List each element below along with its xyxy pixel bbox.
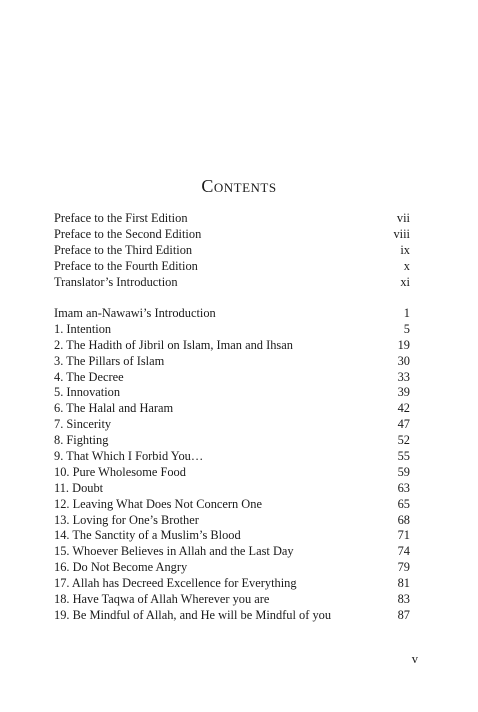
toc-entry [54, 227, 410, 243]
toc-entry-title: 6. The Halal and Haram [54, 401, 174, 416]
toc-entry-page: 39 [397, 385, 410, 400]
toc-entry-title: Translator’s Introduction [54, 274, 178, 289]
toc-entry-title: 2. The Hadith of Jibril on Islam, Iman and Ihsan [54, 337, 293, 352]
toc-entry [54, 544, 410, 560]
toc-entry [54, 528, 410, 544]
toc-entry [54, 385, 410, 401]
toc-entry [54, 497, 410, 513]
toc-entry-title: 15. Whoever Believes in Allah and the Last Day [54, 544, 294, 559]
toc-entry-title: 3. The Pillars of Islam [54, 353, 165, 368]
toc-entry-title: Preface to the Third Edition [54, 242, 193, 257]
toc-entry-title: 18. Have Taqwa of Allah Wherever you are [54, 592, 270, 607]
toc-entry-page: 30 [397, 353, 410, 368]
toc-entry [54, 576, 410, 592]
toc-entry-page: 47 [397, 417, 410, 432]
toc-entry-title: Preface to the Second Edition [54, 226, 202, 241]
chapter-list [54, 306, 410, 624]
toc-entry [54, 513, 410, 529]
toc-entry-title: 9. That Which I Forbid You… [54, 449, 204, 464]
toc-entry-page: 74 [397, 544, 410, 559]
toc-entry-title: 10. Pure Wholesome Food [54, 464, 186, 479]
toc-entry [54, 275, 410, 291]
toc-entry-title: Preface to the First Edition [54, 211, 188, 225]
toc-entry [54, 354, 410, 370]
toc-entry [54, 481, 410, 497]
toc-entry [54, 560, 410, 576]
toc-entry [54, 243, 410, 259]
toc-entry-title: 19. Be Mindful of Allah, and He will be Mindful of you [54, 607, 332, 622]
toc-entry [54, 449, 410, 465]
toc-entry [54, 417, 410, 433]
toc-entry-title: 13. Loving for One’s Brother [54, 512, 199, 527]
toc-entry-page: 87 [397, 607, 410, 622]
toc-entry-title: 14. The Sanctity of a Muslim’s Blood [54, 528, 241, 543]
toc-entry [54, 322, 410, 338]
toc-entry-page: 65 [397, 496, 410, 511]
toc-entry-title: 11. Doubt [54, 480, 104, 495]
toc-entry-page: viii [393, 226, 410, 241]
toc-entry [54, 465, 410, 481]
toc-entry-page: 55 [397, 449, 410, 464]
toc-entry-page: 79 [397, 560, 410, 575]
toc-entry-title: 4. The Decree [54, 369, 124, 384]
toc-entry [54, 401, 410, 417]
toc-entry-page: 63 [397, 480, 410, 495]
toc-entry [54, 592, 410, 608]
toc-entry-title: Imam an-Nawawi’s Introduction [54, 306, 216, 320]
toc-entry-page: 59 [397, 464, 410, 479]
toc-entry-page: 52 [397, 433, 410, 448]
toc-entry-page: 81 [397, 576, 410, 591]
page-number: v [411, 652, 418, 666]
toc-entry-page: 83 [397, 592, 410, 607]
toc-entry-page: 42 [397, 401, 410, 416]
toc-entry-title: 17. Allah has Decreed Excellence for Everything [54, 576, 297, 591]
toc-entry [54, 211, 410, 227]
toc-entry-page: 33 [397, 369, 410, 384]
toc-entry [54, 608, 410, 624]
toc-entry-page: 19 [397, 337, 410, 352]
toc-entry [54, 259, 410, 275]
toc-entry-page: 71 [397, 528, 410, 543]
toc-entry [54, 338, 410, 354]
toc-entry-title: 8. Fighting [54, 433, 109, 448]
toc-entry-page: x [403, 258, 410, 273]
toc-entry [54, 370, 410, 386]
toc-entry-title: 5. Innovation [54, 385, 121, 400]
toc-entry-page: ix [400, 242, 410, 257]
toc-entry-page: 5 [403, 321, 410, 336]
toc-entry-page: xi [400, 274, 410, 289]
toc-entry-title: 16. Do Not Become Angry [54, 560, 188, 575]
toc-entry-title: Preface to the Fourth Edition [54, 258, 198, 273]
toc-entry [54, 433, 410, 449]
toc-entry-page: 68 [397, 512, 410, 527]
toc-entry-page: 1 [403, 306, 410, 320]
front-matter-list [54, 211, 410, 290]
toc-entry [54, 306, 410, 322]
toc-entry-page: vii [396, 211, 410, 225]
page-title: Contents [201, 176, 277, 196]
toc-entry-title: 1. Intention [54, 321, 112, 336]
toc-entry-title: 7. Sincerity [54, 417, 112, 432]
toc-entry-title: 12. Leaving What Does Not Concern One [54, 496, 262, 511]
